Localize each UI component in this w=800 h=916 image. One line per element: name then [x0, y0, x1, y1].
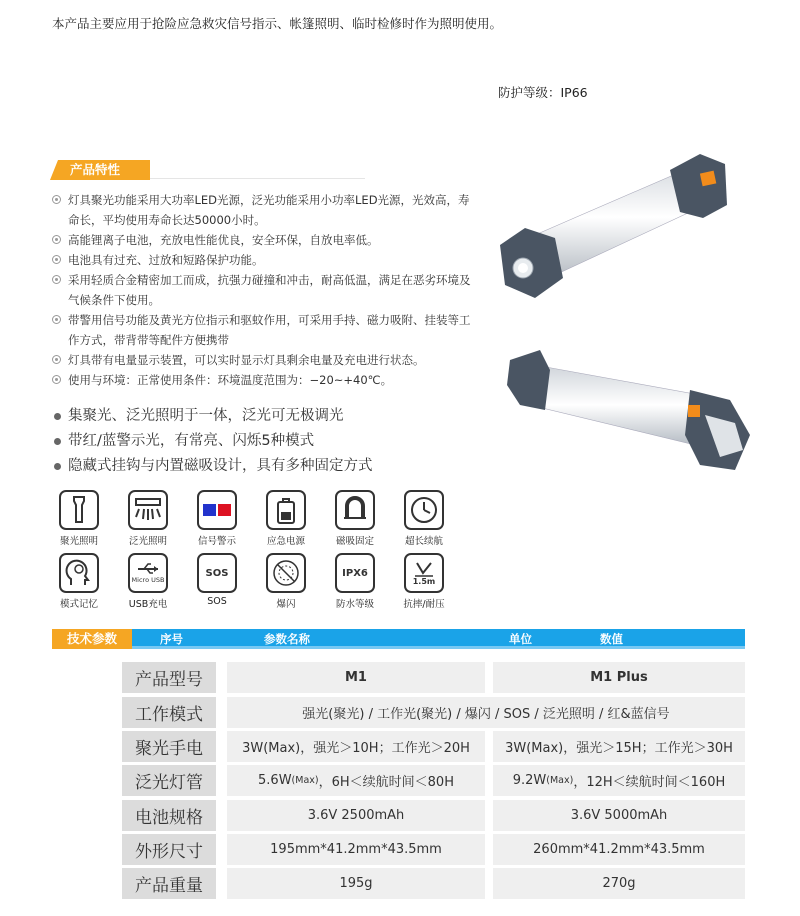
feature-icon-endurance: 超长续航: [394, 490, 454, 547]
magnet-icon: [335, 490, 375, 530]
intro-text: 本产品主要应用于抢险应急救灾信号指示、帐篷照明、临时检修时作为照明使用。: [52, 16, 503, 31]
spec-value-m1plus: 260mm*41.2mm*43.5mm: [493, 834, 745, 865]
ipx6-icon: IPX6: [335, 553, 375, 593]
spec-value-shared: 强光(聚光) / 工作光(聚光) / 爆闪 / SOS / 泛光照明 / 红&蓝信号: [227, 697, 745, 728]
feature-icon-spot: 聚光照明: [49, 490, 109, 547]
highlight-item: 带红/蓝警示光，有常亮、闪烁5种模式: [52, 429, 492, 454]
spec-value-m1plus: 3W(Max)，强光＞15H；工作光＞30H: [493, 731, 745, 762]
tech-section-title: 技术参数: [52, 629, 132, 649]
section-divider: [150, 178, 365, 179]
feature-item: 采用轻质合金精密加工而成，抗强力碰撞和冲击，耐高低温，满足在恶劣环境及气候条件下使用。: [52, 270, 472, 310]
header-stripe: [52, 646, 745, 649]
feature-icon-sos: SOS SOS: [187, 553, 247, 607]
spec-value-m1plus: 3.6V 5000mAh: [493, 800, 745, 831]
col-header-unit: 单位: [509, 632, 532, 646]
feature-list: [52, 190, 472, 390]
floodlight-icon: [128, 490, 168, 530]
spec-label: 电池规格: [122, 800, 216, 831]
drop-test-icon: 1.5m: [404, 553, 444, 593]
bullet-icon: [54, 413, 61, 420]
clock-icon: [404, 490, 444, 530]
sos-icon: SOS: [197, 553, 237, 593]
spec-label: 聚光手电: [122, 731, 216, 762]
feature-icon-flood: 泛光照明: [118, 490, 178, 547]
spec-value-m1plus: 270g: [493, 868, 745, 899]
bullet-icon: [54, 438, 61, 445]
bullet-icon: [54, 463, 61, 470]
bullet-icon: [52, 375, 61, 384]
usb-icon: Micro USB: [128, 553, 168, 593]
col-header-index: 序号: [160, 632, 183, 646]
spec-value-m1plus: 9.2W (Max) ，12H＜续航时间＜160H: [493, 765, 745, 796]
highlight-list: [52, 404, 492, 479]
spec-value-m1: 5.6W (Max) ，6H＜续航时间＜80H: [227, 765, 485, 796]
highlight-item: 集聚光、泛光照明于一体，泛光可无极调光: [52, 404, 492, 429]
feature-icon-magnet: 磁吸固定: [325, 490, 385, 547]
feature-item: 使用与环境：正常使用条件：环境温度范围为：−20~+40℃。: [52, 370, 472, 390]
bullet-icon: [52, 275, 61, 284]
tech-header-bar: [52, 629, 745, 649]
spec-value-m1: 3W(Max)，强光＞10H；工作光＞20H: [227, 731, 485, 762]
bullet-icon: [52, 255, 61, 264]
strobe-icon: [266, 553, 306, 593]
spec-value-m1: 3.6V 2500mAh: [227, 800, 485, 831]
feature-icon-signal: 信号警示: [187, 490, 247, 547]
feature-item: 高能锂离子电池，充放电性能优良，安全环保，自放电率低。: [52, 230, 472, 250]
spec-value-m1: 195g: [227, 868, 485, 899]
spec-value-m1plus: M1 Plus: [493, 662, 745, 693]
spec-label: 工作模式: [122, 697, 216, 728]
bullet-icon: [52, 195, 61, 204]
col-header-value: 数值: [600, 632, 623, 646]
col-header-param: 参数名称: [264, 632, 310, 646]
product-image-upright: [495, 150, 735, 310]
bullet-icon: [52, 315, 61, 324]
feature-icon-memory: 模式记忆: [49, 553, 109, 610]
feature-item: 带警用信号功能及黄光方位指示和驱蚊作用，可采用手持、磁力吸附、挂装等工作方式，带背带等配件方便携带: [52, 310, 472, 350]
protection-rating: 防护等级：IP66: [498, 85, 588, 100]
brain-icon: [59, 553, 99, 593]
feature-icon-drop: 1.5m 抗摔/耐压: [394, 553, 454, 610]
police-light-icon: [197, 490, 237, 530]
feature-icon-usb: Micro USB USB充电: [118, 553, 178, 610]
feature-item: 灯具聚光功能采用大功率LED光源，泛光功能采用小功率LED光源，光效高，寿命长，平均使用寿命长达50000小时。: [52, 190, 472, 230]
spec-value-m1: M1: [227, 662, 485, 693]
bullet-icon: [52, 235, 61, 244]
spec-label: 产品型号: [122, 662, 216, 693]
feature-item: 灯具带有电量显示装置，可以实时显示灯具剩余电量及充电进行状态。: [52, 350, 472, 370]
spec-label: 外形尺寸: [122, 834, 216, 865]
feature-icon-strobe: 爆闪: [256, 553, 316, 610]
feature-item: 电池具有过充、过放和短路保护功能。: [52, 250, 472, 270]
feature-icon-waterproof: IPX6 防水等级: [325, 553, 385, 610]
highlight-item: 隐藏式挂钩与内置磁吸设计，具有多种固定方式: [52, 454, 492, 479]
spec-label: 泛光灯管: [122, 765, 216, 796]
battery-pack-icon: [266, 490, 306, 530]
product-image-angled: [505, 345, 755, 475]
spec-value-m1: 195mm*41.2mm*43.5mm: [227, 834, 485, 865]
flashlight-icon: [59, 490, 99, 530]
spec-label: 产品重量: [122, 868, 216, 899]
feature-icon-power: 应急电源: [256, 490, 316, 547]
features-section-title: 产品特性: [58, 160, 150, 180]
bullet-icon: [52, 355, 61, 364]
